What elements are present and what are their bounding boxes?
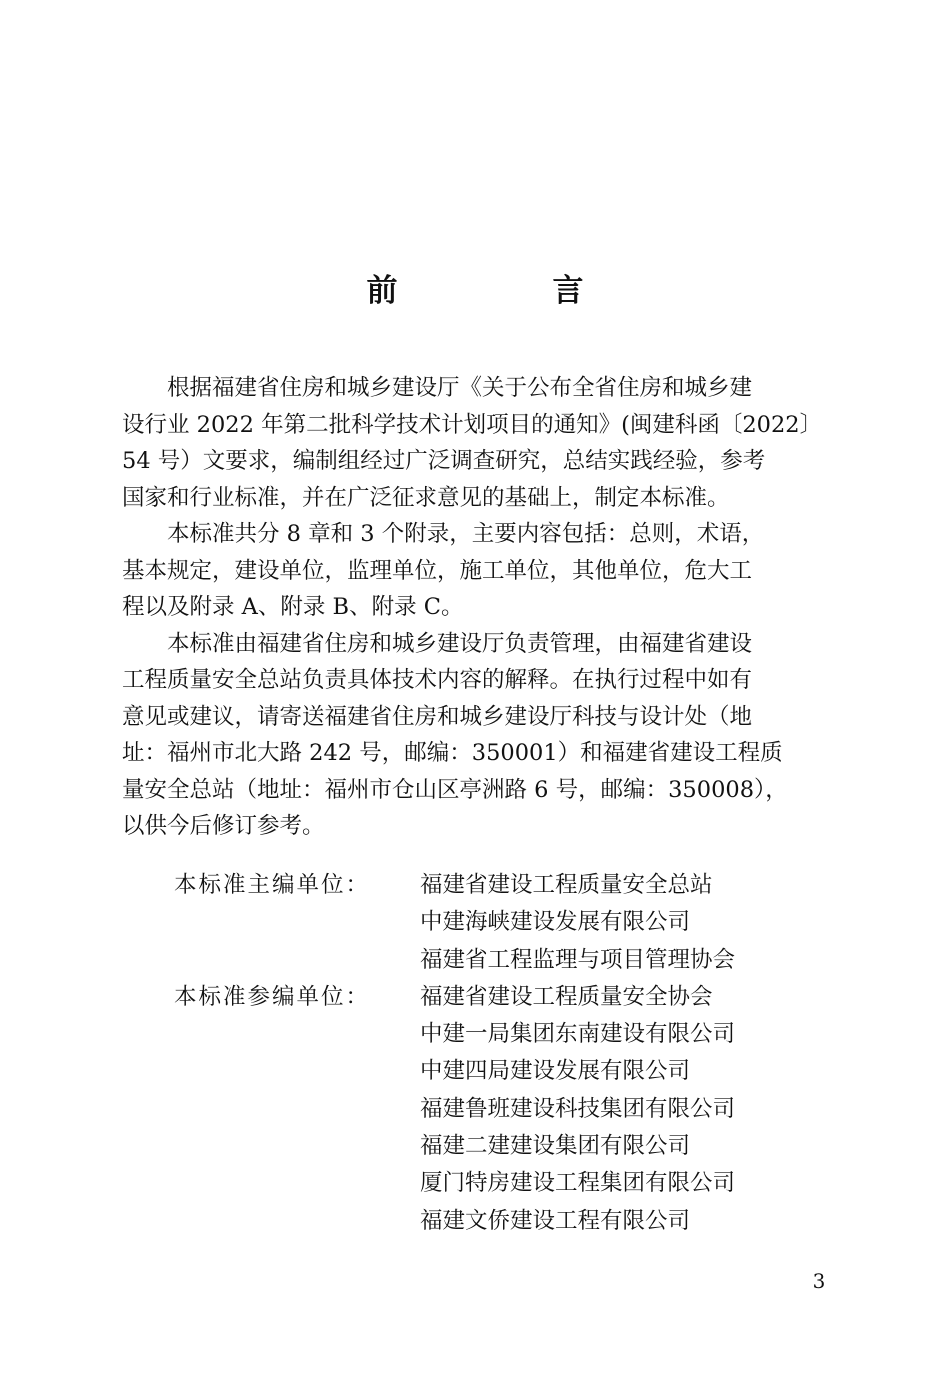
participating-unit-row	[122, 979, 828, 1016]
participating-unit-name: 福建文侨建设工程有限公司	[420, 1207, 691, 1234]
paragraph-line: 址：福州市北大路 242 号，邮编：350001）和福建省建设工程质	[122, 740, 783, 766]
unit-list	[122, 867, 828, 1240]
paragraph-line: 国家和行业标准，并在广泛征求意见的基础上，制定本标准。	[122, 484, 730, 511]
participating-unit-row	[122, 1165, 828, 1202]
preface-paragraph-1	[122, 370, 828, 516]
chief-units-label: 本标准主编单位：	[174, 872, 371, 898]
participating-unit-row	[122, 1091, 828, 1128]
participating-unit-name: 中建一局集团东南建设有限公司	[420, 1021, 736, 1048]
paragraph-line: 基本规定，建设单位，监理单位，施工单位，其他单位，危大工	[122, 557, 753, 584]
participating-unit-row	[122, 1203, 828, 1240]
chief-unit-name: 福建省工程监理与项目管理协会	[420, 946, 736, 973]
paragraph-line: 54 号）文要求，编制组经过广泛调查研究，总结实践经验，参考	[122, 448, 766, 474]
participating-unit-name: 福建二建建设集团有限公司	[420, 1133, 691, 1160]
paragraph-line: 程以及附录 A、附录 B、附录 C。	[122, 594, 464, 620]
preface-body	[122, 370, 828, 845]
page-title: 前 言	[366, 273, 646, 309]
participating-unit-row	[122, 1128, 828, 1165]
chief-unit-row	[122, 867, 828, 904]
chief-unit-row	[122, 904, 828, 941]
participating-unit-row	[122, 1016, 828, 1053]
paragraph-line: 以供今后修订参考。	[122, 813, 325, 839]
participating-unit-name: 福建鲁班建设科技集团有限公司	[420, 1095, 736, 1122]
participating-unit-name: 厦门特房建设工程集团有限公司	[420, 1170, 736, 1197]
paragraph-line: 量安全总站（地址：福州市仓山区亭洲路 6 号，邮编：350008），	[122, 776, 788, 803]
paragraph-line: 本标准由福建省住房和城乡建设厅负责管理，由福建省建设	[167, 630, 753, 657]
participating-unit-name: 中建四局建设发展有限公司	[420, 1058, 691, 1085]
participating-units-label: 本标准参编单位：	[174, 983, 371, 1010]
page-number: 3	[812, 1269, 826, 1293]
paragraph-line: 根据福建省住房和城乡建设厅《关于公布全省住房和城乡建	[167, 375, 753, 401]
paragraph-line: 本标准共分 8 章和 3 个附录，主要内容包括：总则，术语，	[167, 521, 765, 547]
paragraph-line: 工程质量安全总站负责具体技术内容的解释。在执行过程中如有	[122, 667, 753, 693]
paragraph-line: 意见或建议，请寄送福建省住房和城乡建设厅科技与设计处（地	[122, 703, 753, 730]
preface-paragraph-3	[122, 626, 828, 845]
preface-paragraph-2	[122, 516, 828, 626]
chief-unit-row	[122, 942, 828, 979]
chief-unit-name: 中建海峡建设发展有限公司	[420, 909, 691, 936]
chief-unit-name: 福建省建设工程质量安全总站	[420, 872, 713, 898]
participating-unit-row	[122, 1053, 828, 1090]
paragraph-line: 设行业 2022 年第二批科学技术计划项目的通知》(闽建科函〔2022〕	[122, 411, 823, 438]
participating-unit-name: 福建省建设工程质量安全协会	[420, 983, 713, 1010]
